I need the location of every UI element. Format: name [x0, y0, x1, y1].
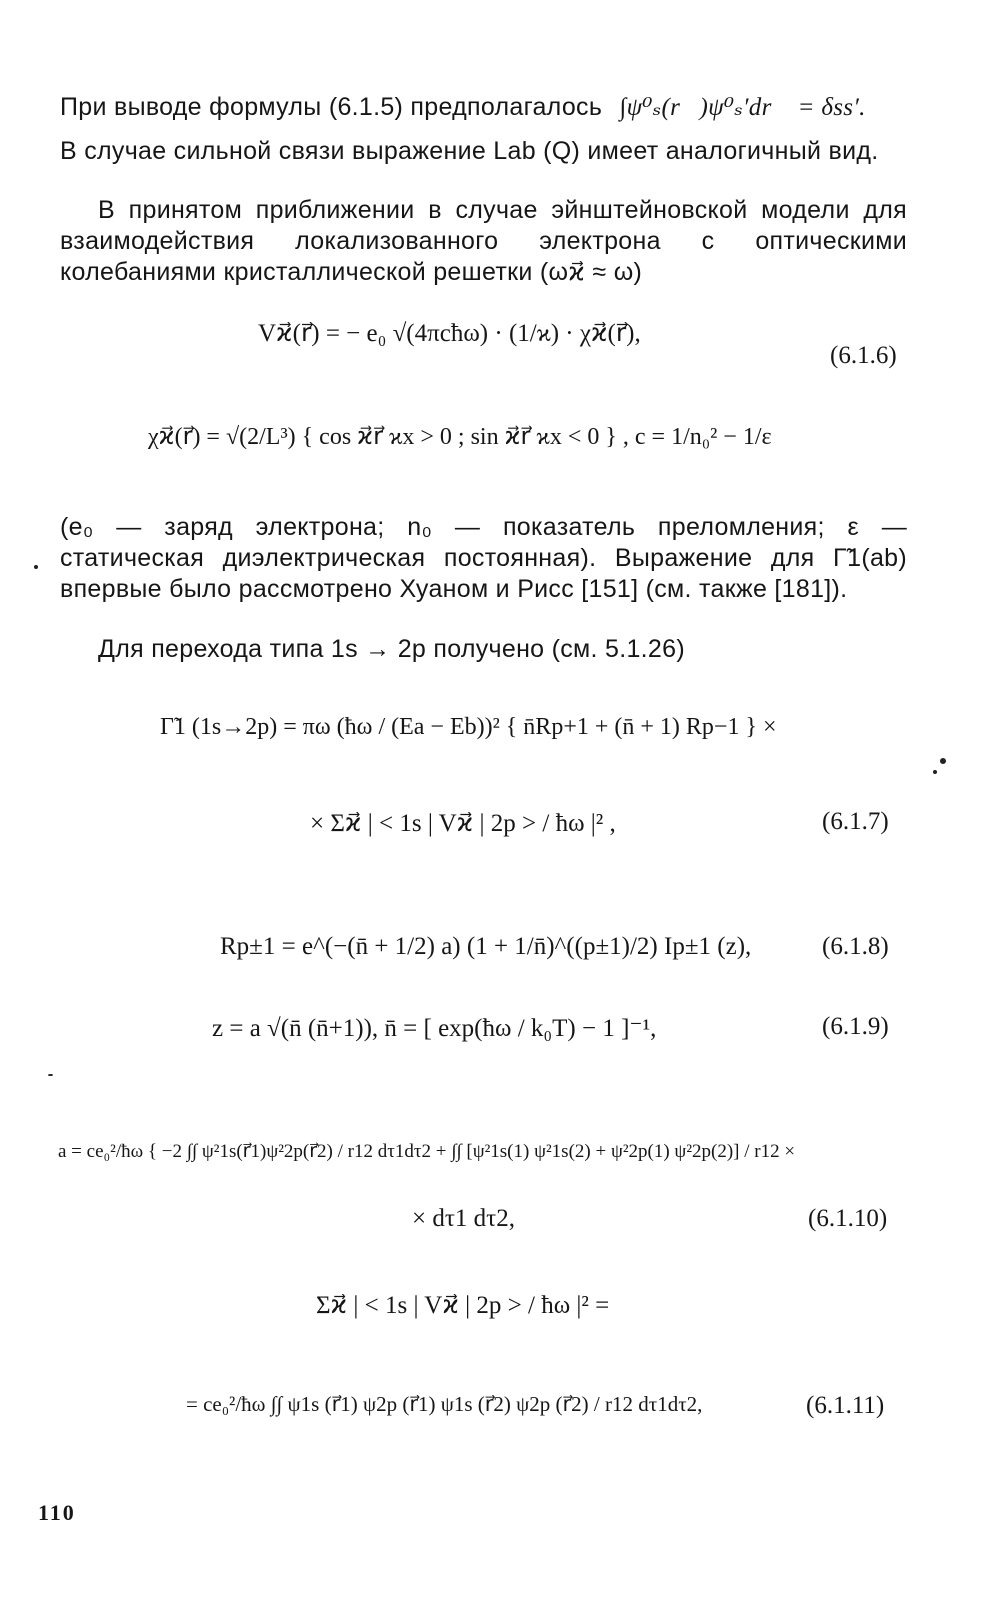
equation-number-6-1-8: (6.1.8) [822, 933, 889, 960]
print-speck [34, 565, 38, 569]
paragraph-3: В принятом приближении в случае эйнштейновской модели для взаимодействия локализованного электрона с оптическими колебаниями кристаллической решетки (ωϰ⃗ ≈ ω) [60, 196, 907, 286]
equation-6-1-6-line-2: χϰ⃗(r⃗) = √(2/L³) { cos ϰ⃗r⃗ ϰx > 0 ; sin ϰ⃗r⃗ ϰx < 0 } , c = 1/n₀² − 1/ε [148, 424, 772, 450]
paragraph-2: В случае сильной связи выражение Lab (Q) имеет аналогичный вид. [60, 137, 879, 165]
equation-6-1-11-line-1: Σϰ⃗ | < 1s | Vϰ⃗ | 2p > / ħω |² = [316, 1292, 610, 1319]
print-speck [48, 1074, 53, 1076]
equation-number-6-1-9: (6.1.9) [822, 1013, 889, 1040]
equation-number-6-1-10: (6.1.10) [808, 1205, 888, 1232]
paragraph-1 [60, 92, 907, 123]
paragraph-1-text: При выводе формулы (6.1.5) предполагалось [60, 93, 603, 121]
equation-number-6-1-11: (6.1.11) [806, 1392, 885, 1419]
equation-number-6-1-7: (6.1.7) [822, 808, 889, 835]
equation-6-1-7-line-1: Γ̃1 (1s→2p) = πω (ħω / (Ea − Eb))² { n̄Rp+1 + (n̄ + 1) Rp−1 } × [160, 714, 777, 740]
equation-6-1-10-line-2: × dτ1 dτ2, [412, 1205, 515, 1232]
print-speck [933, 770, 937, 774]
print-speck [940, 758, 946, 764]
equation-6-1-10-line-1: a = ce₀²/ħω { −2 ∫∫ ψ²1s(r⃗1)ψ²2p(r⃗2) / r12 dτ1dτ2 + ∫∫ [ψ²1s(1) ψ²1s(2) + ψ²2p(1) ψ²2p(2)] / r12 × [58, 1141, 796, 1162]
equation-6-1-6-line-1: Vϰ⃗(r⃗) = − e₀ √(4πcħω) · (1/ϰ) · χϰ⃗(r⃗), [258, 320, 641, 347]
paragraph-5: Для перехода типа 1s → 2p получено (см. 5.1.26) [98, 635, 685, 663]
equation-number-6-1-6: (6.1.6) [830, 342, 897, 369]
equation-6-1-8: Rp±1 = e^(−(n̄ + 1/2) a) (1 + 1/n̄)^((p±1)/2) Ip±1 (z), [220, 933, 752, 960]
equation-6-1-9: z = a √(n̄ (n̄+1)), n̄ = [ exp(ħω / k₀T) − 1 ]⁻¹, [212, 1015, 657, 1042]
paragraph-4: (e₀ — заряд электрона; n₀ — показатель преломления; ε — статическая диэлектрическая постоянная). Выражение для Γ̃1(ab) впервые было рассмотрено Хуаном и Рисс [151] (см. также [181]). [60, 513, 907, 603]
equation-6-1-7-line-2: × Σϰ⃗ | < 1s | Vϰ⃗ | 2p > / ħω |² , [310, 810, 616, 837]
orthonormality-integral: ∫ψ⁰ₛ(r⃗)ψ⁰ₛ′dr⃗ = δss′. [619, 94, 866, 121]
equation-6-1-11-line-2: = ce₀²/ħω ∫∫ ψ1s (r⃗1) ψ2p (r⃗1) ψ1s (r⃗2) ψ2p (r⃗2) / r12 dτ1dτ2, [186, 1392, 703, 1416]
page-number: 110 [38, 1500, 76, 1525]
